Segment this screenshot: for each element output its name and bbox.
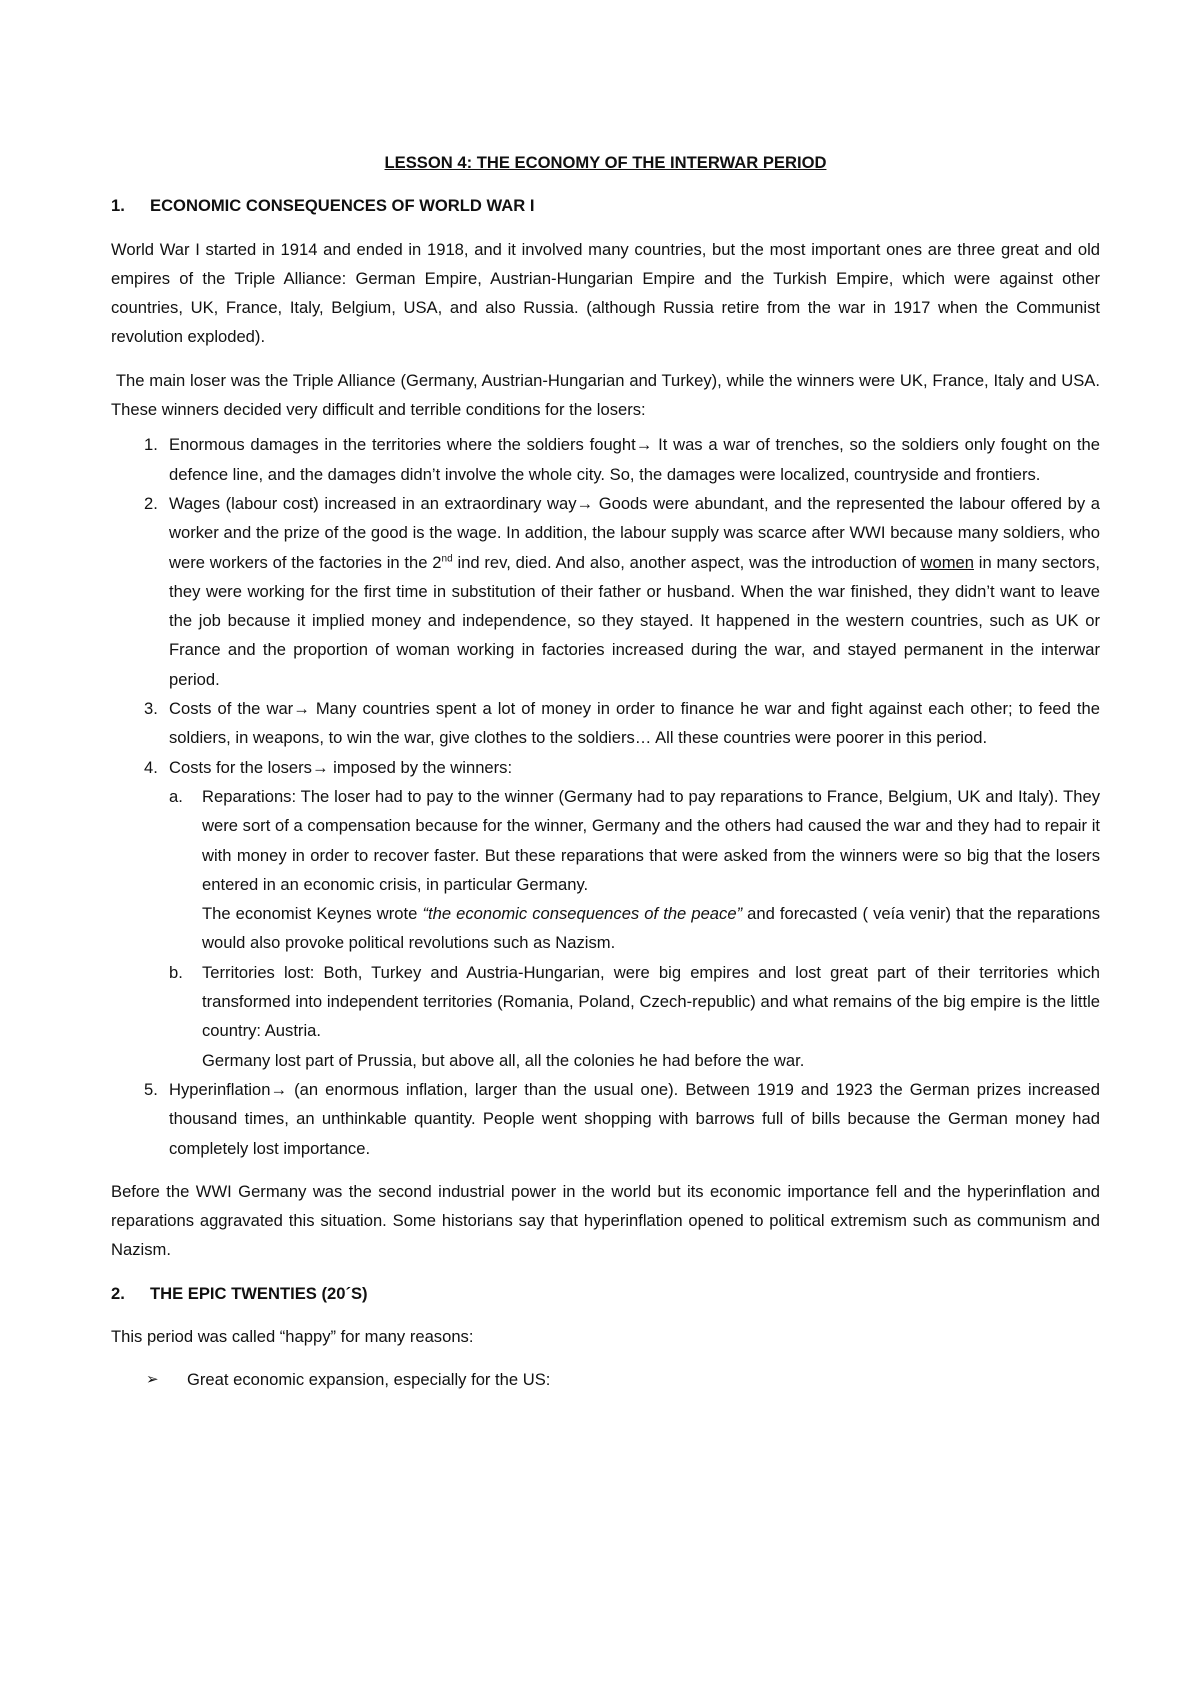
list-item-number: 1. <box>144 435 158 455</box>
text-run: The economist Keynes wrote <box>202 904 423 924</box>
sub-list-item <box>169 958 1100 1075</box>
section2-intro: This period was called “happy” for many reasons: <box>111 1326 474 1346</box>
closing-paragraph: Before the WWI Germany was the second industrial power in the world but its economic importance fell and the hyperinflation and reparations aggravated this situation. Some historians say that hyperinflation opened to political extremism such as communism and Nazism. <box>111 1181 1100 1260</box>
list-item-text: Enormous damages in the territories where the soldiers fought→ It was a war of trenches, so the soldiers only fought on the defence line, and the damages didn’t involve the whole city. So, the damages were localized, countryside and frontiers. <box>169 435 1100 484</box>
superscript: nd <box>441 553 453 565</box>
sub-list-item <box>169 782 1100 958</box>
list-item-text: in many sectors, they were working for the first time in substitution of their father or husband. When the war finished, they didn’t want to leave the job because it implied money and independence, so they stayed. It happened in the western countries, such as UK or France and the proportion of woman working in factories increased during the war, and stayed permanent in the interwar period. <box>169 552 1100 689</box>
list-item-number: 3. <box>144 699 158 719</box>
sub-list-item-extra <box>202 899 1100 958</box>
section-heading-1 <box>111 191 1100 220</box>
list-item <box>111 1075 1100 1163</box>
section-number: 1. <box>111 196 125 216</box>
page-title: LESSON 4: THE ECONOMY OF THE INTERWAR PERIOD <box>384 153 827 172</box>
italic-quote: “the economic consequences of the peace” <box>422 904 743 924</box>
list-item-text: Costs for the losers→ imposed by the winners: <box>169 757 513 777</box>
section-heading-text: ECONOMIC CONSEQUENCES OF WORLD WAR I <box>150 196 535 216</box>
section-number: 2. <box>111 1283 125 1303</box>
section-heading-text: THE EPIC TWENTIES (20´S) <box>150 1283 368 1303</box>
sub-list <box>169 782 1100 1075</box>
sub-list-item-letter: a. <box>169 786 183 806</box>
list-item-number: 4. <box>144 757 158 777</box>
sub-list-item-extra: Germany lost part of Prussia, but above all, all the colonies he had before the war. <box>202 1050 805 1070</box>
intro-paragraph: World War I started in 1914 and ended in 1918, and it involved many countries, but the most important ones are three great and old empires of the Triple Alliance: German Empire, Austrian-Hungarian Empire and the Turkish Empire, which were against other countries, UK, France, Italy, Belgium, USA, and also Russia. (although Russia retire from the war in 1917 when the Communist revolution exploded). <box>111 239 1100 347</box>
bullet-item <box>111 1365 1100 1394</box>
list-item <box>111 694 1100 753</box>
list-item-text: Wages (labour cost) increased in an extraordinary way→ Goods were abundant, and the represented the labour offered by a worker and the prize of the good is the wage. In addition, the labour supply was scarce after WWI because many soldiers, who were workers of the factories in the 2 <box>169 493 1100 572</box>
sub-list-item-text: Territories lost: Both, Turkey and Austria-Hungarian, were big empires and lost great part of their territories which transformed into independent territories (Romania, Poland, Czech-republic) and what remains of the big empire is the little country: Austria. <box>202 962 1100 1041</box>
list-item-text: ind rev, died. And also, another aspect, was the introduction of <box>452 552 921 572</box>
sub-list-item-text: Reparations: The loser had to pay to the winner (Germany had to pay reparations to France, Belgium, UK and Italy). They were sort of a compensation because for the winner, Germany and the others had caused the war and they had to repair it with money in order to recover faster. But these reparations that were asked from the winners were so big that the losers entered in an economic crisis, in particular Germany. <box>202 786 1100 894</box>
list-item-number: 5. <box>144 1079 158 1099</box>
arrow-bullet-icon: ➢ <box>146 1371 159 1389</box>
list-item <box>111 430 1100 489</box>
losers-paragraph: The main loser was the Triple Alliance (Germany, Austrian-Hungarian and Turkey), while the winners were UK, France, Italy and USA. These winners decided very difficult and terrible conditions for the losers: <box>111 370 1105 420</box>
text-run: and forecasted ( veía venir) that the reparations would also provoke political revolutions such as Nazism. <box>202 904 1100 953</box>
list-item-number: 2. <box>144 493 158 513</box>
bullet-text: Great economic expansion, especially for the US: <box>187 1370 551 1390</box>
list-item <box>111 489 1100 694</box>
list-item <box>111 753 1100 1075</box>
consequences-list <box>111 430 1100 1162</box>
list-item-text: Hyperinflation→ (an enormous inflation, larger than the usual one). Between 1919 and 1923 the German prizes increased thousand times, an unthinkable quantity. People went shopping with barrows full of bills because the German money had completely lost importance. <box>169 1079 1100 1158</box>
section-heading-2 <box>111 1279 1100 1308</box>
underlined-word: women <box>920 552 974 572</box>
sub-list-item-letter: b. <box>169 962 183 982</box>
list-item-text: Costs of the war→ Many countries spent a lot of money in order to finance he war and fight against each other; to feed the soldiers, in weapons, to win the war, give clothes to the soldiers… All these countries were poorer in this period. <box>169 699 1100 748</box>
